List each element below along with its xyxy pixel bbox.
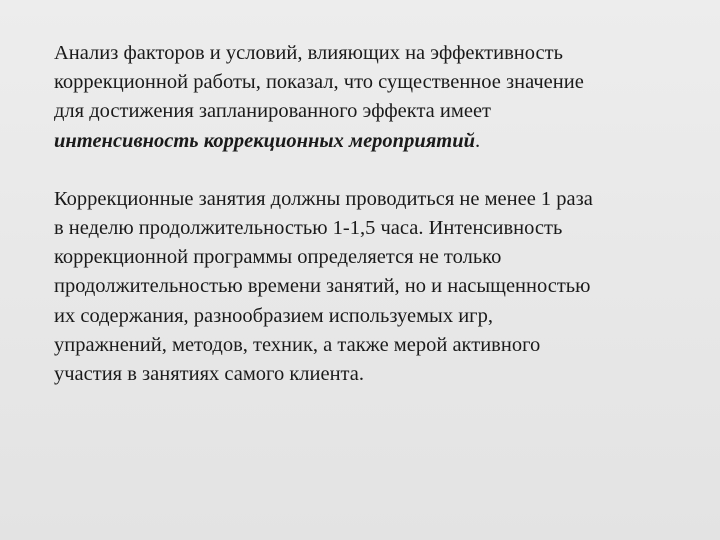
paragraph-line: продолжительностью времени занятий, но и насыщенностью — [54, 275, 591, 298]
slide-text — [54, 39, 694, 389]
sentence-ending: . — [475, 129, 481, 152]
paragraph-line: их содержания, разнообразием используемых игр, — [54, 304, 493, 327]
paragraph-line: коррекционной работы, показал, что существенное значение — [54, 71, 584, 94]
paragraph-line: Коррекционные занятия должны проводиться не менее 1 раза — [54, 187, 593, 210]
paragraph-line: Анализ факторов и условий, влияющих на эффективность — [54, 42, 563, 64]
paragraph-line: упражнений, методов, техник, а также мерой активного — [54, 333, 541, 356]
paragraph-line: в неделю продолжительностью 1-1,5 часа. Интенсивность — [54, 217, 563, 240]
paragraph-line: участия в занятиях самого клиента. — [54, 363, 364, 386]
paragraph-intensity-factor — [54, 39, 694, 156]
emphasized-term: интенсивность коррекционных мероприятий — [54, 129, 476, 152]
paragraph-line: для достижения запланированного эффекта имеет — [54, 100, 492, 123]
paragraph-session-frequency — [54, 185, 694, 389]
paragraph-line: коррекционной программы определяется не только — [54, 246, 502, 269]
